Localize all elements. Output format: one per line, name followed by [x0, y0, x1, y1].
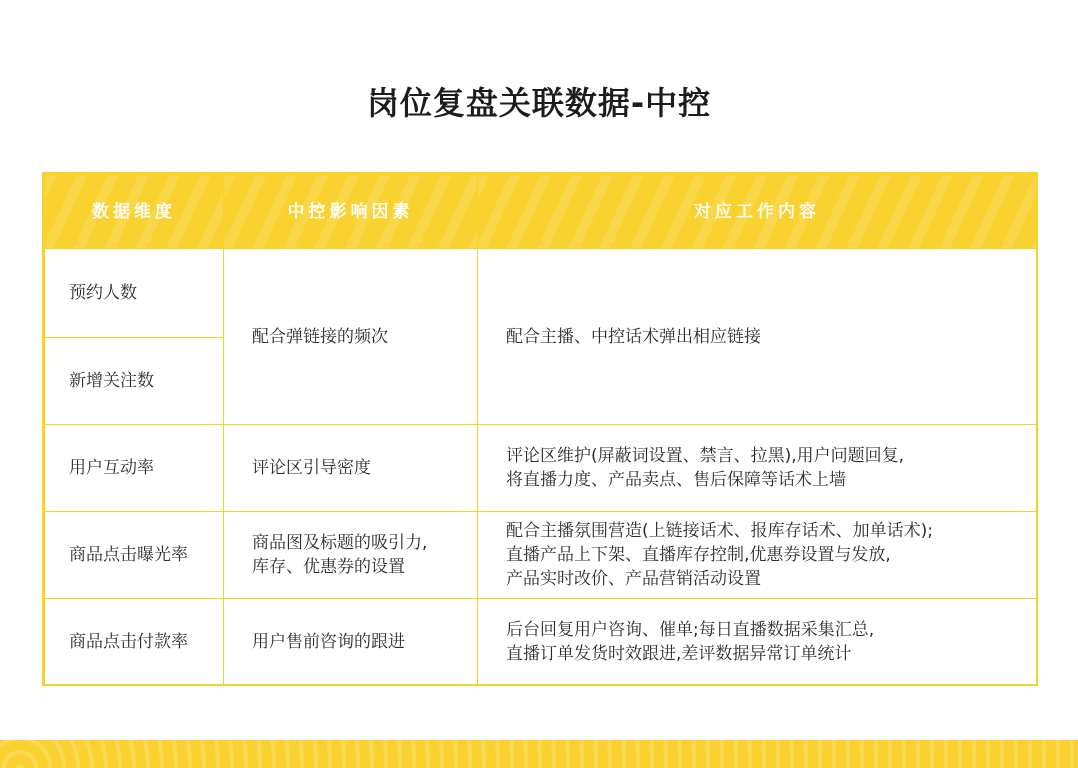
cell-dimension: 新增关注数 — [45, 338, 224, 425]
cell-dimension: 商品点击付款率 — [45, 599, 224, 685]
cell-factor: 配合弹链接的频次 — [224, 249, 478, 425]
cell-work: 配合主播、中控话术弹出相应链接 — [478, 249, 1037, 425]
cell-work: 后台回复用户咨询、催单;每日直播数据采集汇总, 直播订单发货时效跟进,差评数据异常订单统计 — [478, 599, 1037, 685]
page-title: 岗位复盘关联数据-中控 — [366, 84, 712, 122]
column-header-work: 对应工作内容 — [478, 175, 1037, 249]
cell-dimension: 用户互动率 — [45, 425, 224, 512]
table-row — [45, 512, 1037, 599]
column-header-dimension: 数据维度 — [45, 175, 224, 249]
decorative-bottom-band — [0, 740, 1078, 768]
data-table-container — [42, 172, 1038, 686]
cell-factor: 用户售前咨询的跟进 — [224, 599, 478, 685]
table-header-row — [45, 175, 1037, 249]
cell-work: 配合主播氛围营造(上链接话术、报库存话术、加单话术); 直播产品上下架、直播库存控制,优惠券设置与发放, 产品实时改价、产品营销活动设置 — [478, 512, 1037, 599]
cell-factor: 商品图及标题的吸引力, 库存、优惠券的设置 — [224, 512, 478, 599]
cell-dimension: 预约人数 — [45, 249, 224, 338]
cell-work: 评论区维护(屏蔽词设置、禁言、拉黑),用户问题回复, 将直播力度、产品卖点、售后保障等话术上墙 — [478, 425, 1037, 512]
cell-factor: 评论区引导密度 — [224, 425, 478, 512]
column-header-factor: 中控影响因素 — [224, 175, 478, 249]
cell-dimension: 商品点击曝光率 — [45, 512, 224, 599]
table-row — [45, 599, 1037, 685]
table-row — [45, 249, 1037, 338]
table-row — [45, 425, 1037, 512]
data-table — [44, 174, 1037, 685]
